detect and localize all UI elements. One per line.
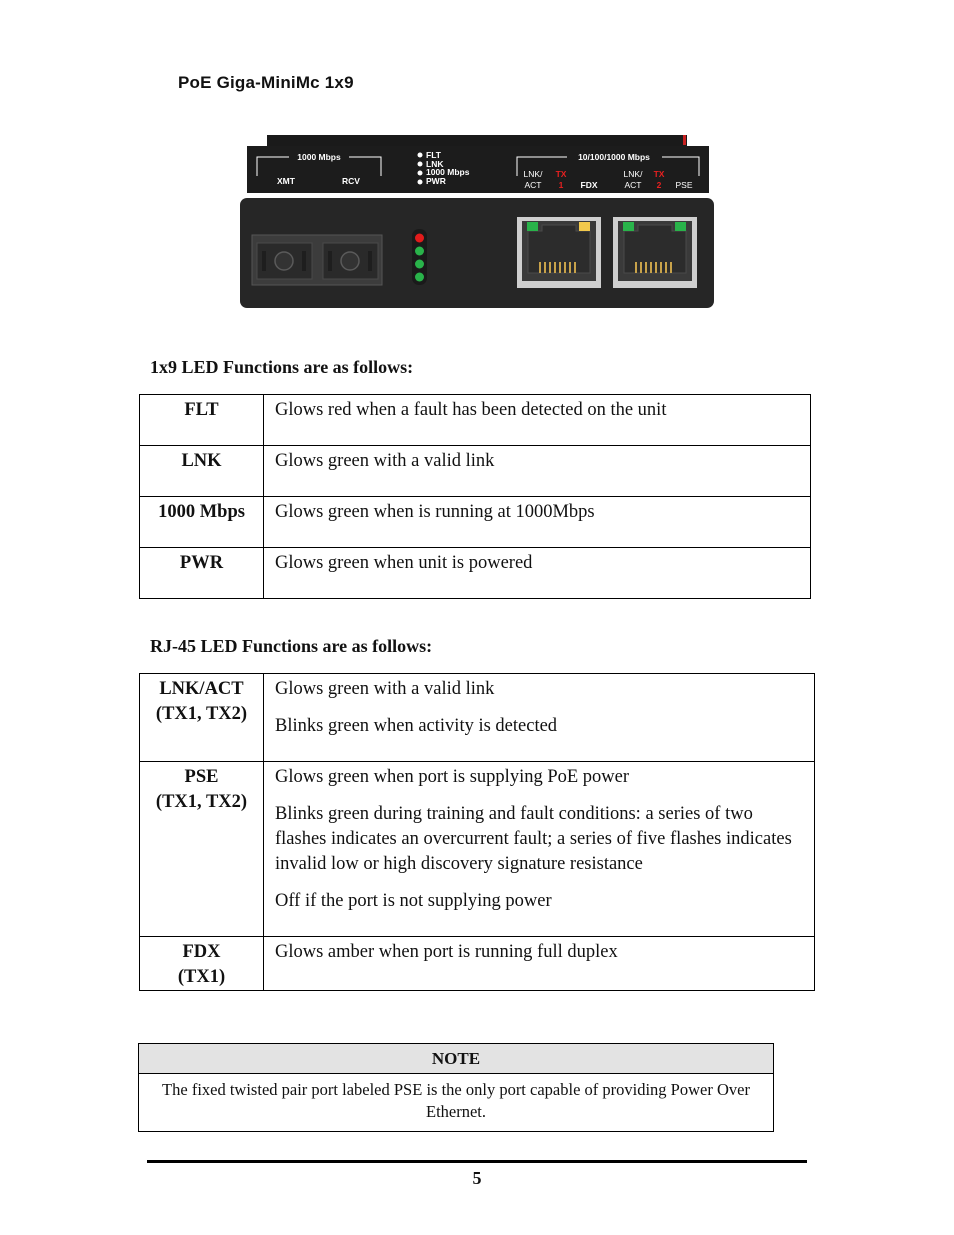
table-row: [140, 497, 811, 548]
led-description: Glows green with a valid link: [264, 446, 811, 497]
led-name: PSE: [184, 767, 219, 787]
led-description: Blinks green when activity is detected: [275, 716, 558, 736]
page-title: PoE Giga-MiniMc 1x9: [178, 73, 354, 92]
led-ports: (TX1): [177, 967, 226, 987]
label-act-1: ACT: [524, 180, 542, 190]
label-tx-1-num: 1: [558, 180, 564, 190]
led-description: Glows green with a valid link: [275, 679, 495, 699]
led-table-1x9: [139, 394, 811, 599]
label-lnk-2: LNK/: [623, 169, 643, 179]
led-name: 1000 Mbps: [140, 497, 264, 548]
led-description-cell: [264, 674, 815, 762]
page-number: 5: [472, 1168, 482, 1188]
note-title: NOTE: [139, 1044, 773, 1074]
label-10-100-1000: 10/100/1000 Mbps: [578, 152, 650, 162]
label-fdx: FDX: [580, 180, 598, 190]
label-1000mbps: 1000 Mbps: [297, 152, 341, 162]
label-lnk-1: LNK/: [523, 169, 543, 179]
label-xmt: XMT: [277, 176, 295, 186]
legend-lnk: LNK: [426, 159, 444, 169]
section-heading-rj45: RJ-45 LED Functions are as follows:: [150, 636, 433, 656]
table-row: [140, 762, 815, 937]
footer-divider: [147, 1160, 807, 1163]
note-text: The fixed twisted pair port labeled PSE is the only port capable of providing Power Over Ethernet.: [162, 1080, 750, 1121]
device-front-panel-illustration: [240, 133, 715, 309]
label-act-2: ACT: [624, 180, 642, 190]
label-tx-2-num: 2: [656, 180, 662, 190]
legend-1000: 1000 Mbps: [426, 167, 470, 177]
led-name: PWR: [140, 548, 264, 599]
table-row: [140, 395, 811, 446]
legend-pwr: PWR: [426, 176, 446, 186]
label-pse: PSE: [675, 180, 693, 190]
led-ports: (TX1, TX2): [155, 792, 248, 812]
led-description: Glows amber when port is running full duplex: [275, 942, 618, 962]
led-table-rj45: [139, 673, 815, 991]
led-name: LNK: [140, 446, 264, 497]
led-description-cell: [264, 762, 815, 937]
led-name: FLT: [140, 395, 264, 446]
table-row: [140, 446, 811, 497]
note-box: [138, 1043, 774, 1132]
legend-flt: FLT: [426, 150, 441, 160]
led-description-cell: [264, 937, 815, 991]
table-row: [140, 548, 811, 599]
led-ports: (TX1, TX2): [155, 704, 248, 724]
led-description: Glows green when unit is powered: [264, 548, 811, 599]
led-description: Off if the port is not supplying power: [275, 891, 552, 911]
label-rcv: RCV: [342, 176, 360, 186]
led-name: FDX: [182, 942, 221, 962]
led-description: Glows green when is running at 1000Mbps: [264, 497, 811, 548]
led-description: Blinks green during training and fault conditions: a series of two flashes indicates an overcurrent fault; a series of five flashes indicates invalid low or high discovery signature resistance: [275, 804, 792, 874]
led-description: Glows red when a fault has been detected on the unit: [264, 395, 811, 446]
led-description: Glows green when port is supplying PoE power: [275, 767, 630, 787]
section-heading-1x9: 1x9 LED Functions are as follows:: [150, 357, 414, 377]
led-name: LNK/ACT: [159, 679, 244, 699]
label-tx-1: TX: [555, 169, 567, 179]
led-name-cell: [140, 674, 264, 762]
led-name-cell: [140, 762, 264, 937]
table-row: [140, 674, 815, 762]
label-tx-2: TX: [653, 169, 665, 179]
table-row: [140, 937, 815, 991]
led-name-cell: [140, 937, 264, 991]
